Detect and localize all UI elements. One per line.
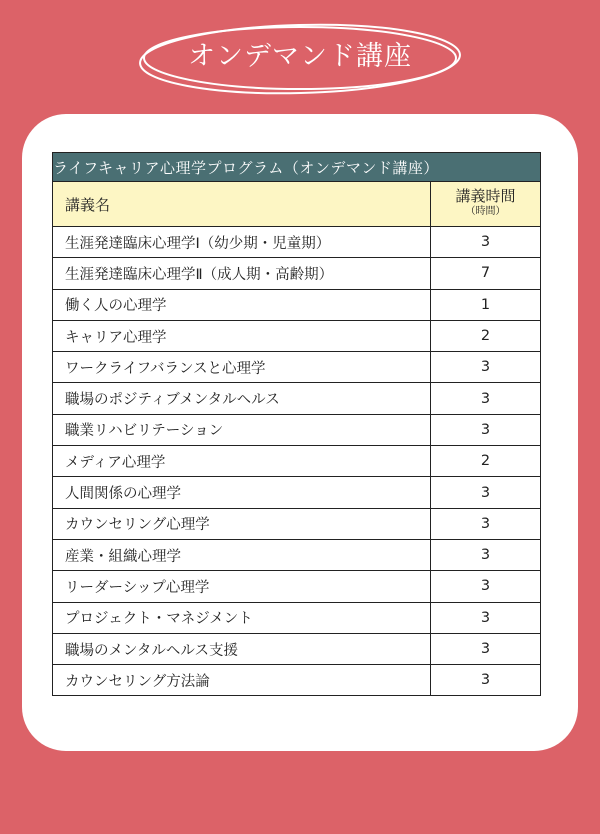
lecture-name: プロジェクト・マネジメント [53,602,431,633]
table-row [53,665,541,696]
lecture-hours: 3 [431,477,541,508]
table-row [53,289,541,320]
table-header-row [53,182,541,227]
lecture-name: メディア心理学 [53,446,431,477]
table-row [53,414,541,445]
lecture-name: 人間関係の心理学 [53,477,431,508]
table-row [53,539,541,570]
table-row [53,352,541,383]
lecture-hours: 2 [431,320,541,351]
lecture-name: 産業・組織心理学 [53,539,431,570]
lecture-name: 職場のメンタルヘルス支援 [53,633,431,664]
lecture-hours: 3 [431,352,541,383]
lecture-name: 働く人の心理学 [53,289,431,320]
table-row [53,477,541,508]
table-row [53,446,541,477]
table-row [53,383,541,414]
lecture-name: 生涯発達臨床心理学Ⅰ（幼少期・児童期） [53,227,431,258]
course-table [52,152,541,696]
table-row [53,571,541,602]
table-row [53,633,541,664]
lecture-hours: 3 [431,602,541,633]
column-header-lecture-hours [431,182,541,227]
column-header-hours-label: 講義時間 [455,187,516,205]
lecture-name: カウンセリング方法論 [53,665,431,696]
lecture-name: 生涯発達臨床心理学Ⅱ（成人期・高齢期） [53,258,431,289]
column-header-lecture-name: 講義名 [53,182,431,227]
lecture-hours: 3 [431,508,541,539]
table-title-row [53,153,541,182]
lecture-name: キャリア心理学 [53,320,431,351]
lecture-name: リーダーシップ心理学 [53,571,431,602]
page-title: オンデマンド講座 [188,41,412,72]
lecture-name: 職場のポジティブメンタルヘルス [53,383,431,414]
lecture-hours: 3 [431,665,541,696]
lecture-hours: 3 [431,383,541,414]
lecture-hours: 3 [431,414,541,445]
lecture-hours: 2 [431,446,541,477]
lecture-name: カウンセリング心理学 [53,508,431,539]
lecture-hours: 3 [431,571,541,602]
table-row [53,508,541,539]
lecture-name: ワークライフバランスと心理学 [53,352,431,383]
course-card [22,114,578,751]
table-title: ライフキャリア心理学プログラム（オンデマンド講座） [53,153,541,182]
table-row [53,320,541,351]
table-row [53,227,541,258]
table-row [53,258,541,289]
lecture-hours: 3 [431,227,541,258]
lecture-name: 職業リハビリテーション [53,414,431,445]
column-header-hours-unit: （時間） [465,206,506,217]
lecture-hours: 1 [431,289,541,320]
lecture-hours: 3 [431,539,541,570]
lecture-hours: 3 [431,633,541,664]
title-badge [137,22,463,96]
table-row [53,602,541,633]
lecture-hours: 7 [431,258,541,289]
